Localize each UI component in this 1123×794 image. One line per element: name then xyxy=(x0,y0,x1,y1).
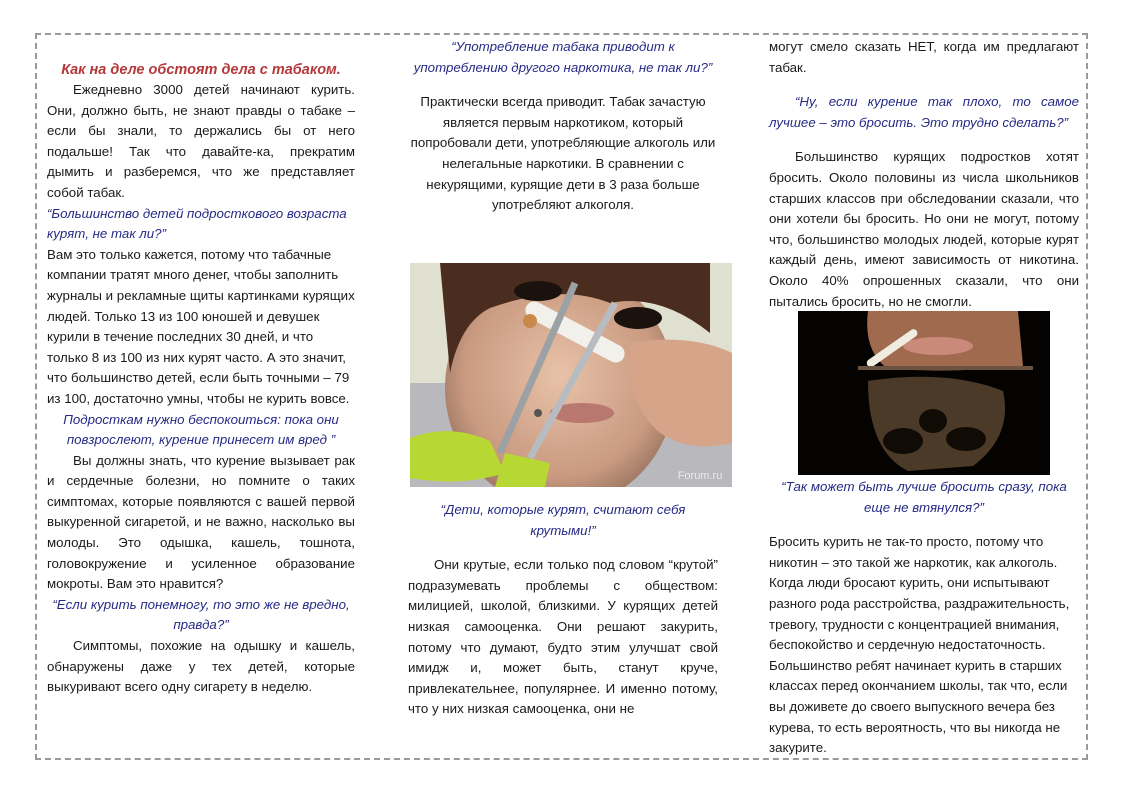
continued-paragraph: могут смело сказать НЕТ, когда им предлагают табак. xyxy=(769,39,1079,75)
answer-harm-later: Вы должны знать, что курение вызывает рак и сердечные болезни, но помните о таких симптомах, которые появляются с вашей первой выкуренной сигаретой, и не важно, насколько вы молоды. Это одышка, кашель, тошнота, головокружение и усиленное образование мокроты. Вам это нравится? xyxy=(47,452,355,592)
question-cool-kids: “Дети, которые курят, считают себя крутыми!” xyxy=(440,502,686,538)
column-2 xyxy=(408,37,718,216)
scissors-cigarette-illustration xyxy=(410,263,732,487)
answer-cool-kids: Они крутые, если только под словом “крутой” подразумевать проблемы с обществом: милицией, школой, близкими. У курящих детей низкая самооценка. Они решают закурить, потому что думают, будто этим улучшат свой имидж и, может быть, станут круче, привлекательнее, популярнее. И именно потому, что у них низкая самооценка, они не xyxy=(408,557,718,717)
photo-smoker-skull xyxy=(798,311,1050,475)
question-harm-later: Подросткам нужно беспокоиться: пока они повзрослеют, курение принесет им вред ” xyxy=(63,411,339,448)
question-quit-now: “Так может быть лучше бросить сразу, пока еще не втянулся?” xyxy=(781,479,1067,515)
smoker-skull-illustration xyxy=(798,311,1050,475)
question-smoke-little: “Если курить понемногу, то это же не вредно, правда?” xyxy=(52,596,350,633)
column-3-lower xyxy=(769,477,1079,759)
answer-quitting: Большинство курящих подростков хотят бросить. Около половины из числа школьников старших классов при обследовании сказали, что они хотели бы бросить. Но они не могут, потому что, большинство молодых людей, которые курят каждый день, имеют зависимость от никотина. Около 40% опрошенных сказали, что они пытались бросить, но не смогли. xyxy=(769,149,1079,309)
brochure-title: Как на деле обстоят дела с табаком. xyxy=(61,62,341,78)
column-3 xyxy=(769,37,1079,312)
column-2-lower xyxy=(408,500,718,720)
answer-smoke-little: Симптомы, похожие на одышку и кашель, обнаружены даже у тех детей, которые выкуривают всего одну сигарету в неделю. xyxy=(47,638,355,695)
question-quitting: “Ну, если курение так плохо, то самое лучшее – это бросить. Это трудно сделать?” xyxy=(769,94,1079,130)
photo-scissors-cigarette xyxy=(410,263,732,487)
question-teen-smoking: “Большинство детей подросткового возраста курят, не так ли?” xyxy=(47,205,347,242)
answer-quit-now: Бросить курить не так-то просто, потому что никотин – это такой же наркотик, как алкоголь. Когда люди бросают курить, они испытывают разного рода расстройства, раздражительность, тревогу, трудности с концентрацией внимания, беспокойство и сердечную недостаточность. Большинство ребят начинает курить в старших классах перед окончанием школы, так что, если вы доживете до своего выпускного вечера без курева, то есть вероятность, что вы никогда не закурите. xyxy=(769,534,1070,756)
photo-watermark: Forum.ru xyxy=(677,470,723,482)
question-gateway-drug: “Употребление табака приводит к употреблению другого наркотика, не так ли?” xyxy=(413,39,713,75)
intro-paragraph: Ежедневно 3000 детей начинают курить. Они, должно быть, не знают правды о табаке – если бы знали, то держались бы от него подальше! Так что давайте-ка, прекратим дымить и разберемся, что же представляет собой табак. xyxy=(47,82,355,200)
answer-gateway-drug: Практически всегда приводит. Табак зачастую является первым наркотиком, который попробовали дети, употребляющие алкоголь или нелегальные наркотики. В сравнении с некурящими, курящие дети в 3 раза больше употребляют алкоголя. xyxy=(410,94,716,213)
column-1 xyxy=(47,60,355,698)
answer-teen-smoking: Вам это только кажется, потому что табачные компании тратят много денег, чтобы заполнить журналы и рекламные щиты картинками курящих людей. Только 13 из 100 юношей и девушек курили в течение последних 30 дней, и что только 8 из 100 из них курят часто. А это значит, что большинство детей, если быть точными – 79 из 100, достаточно умны, чтобы не курить вовсе. xyxy=(47,246,355,406)
